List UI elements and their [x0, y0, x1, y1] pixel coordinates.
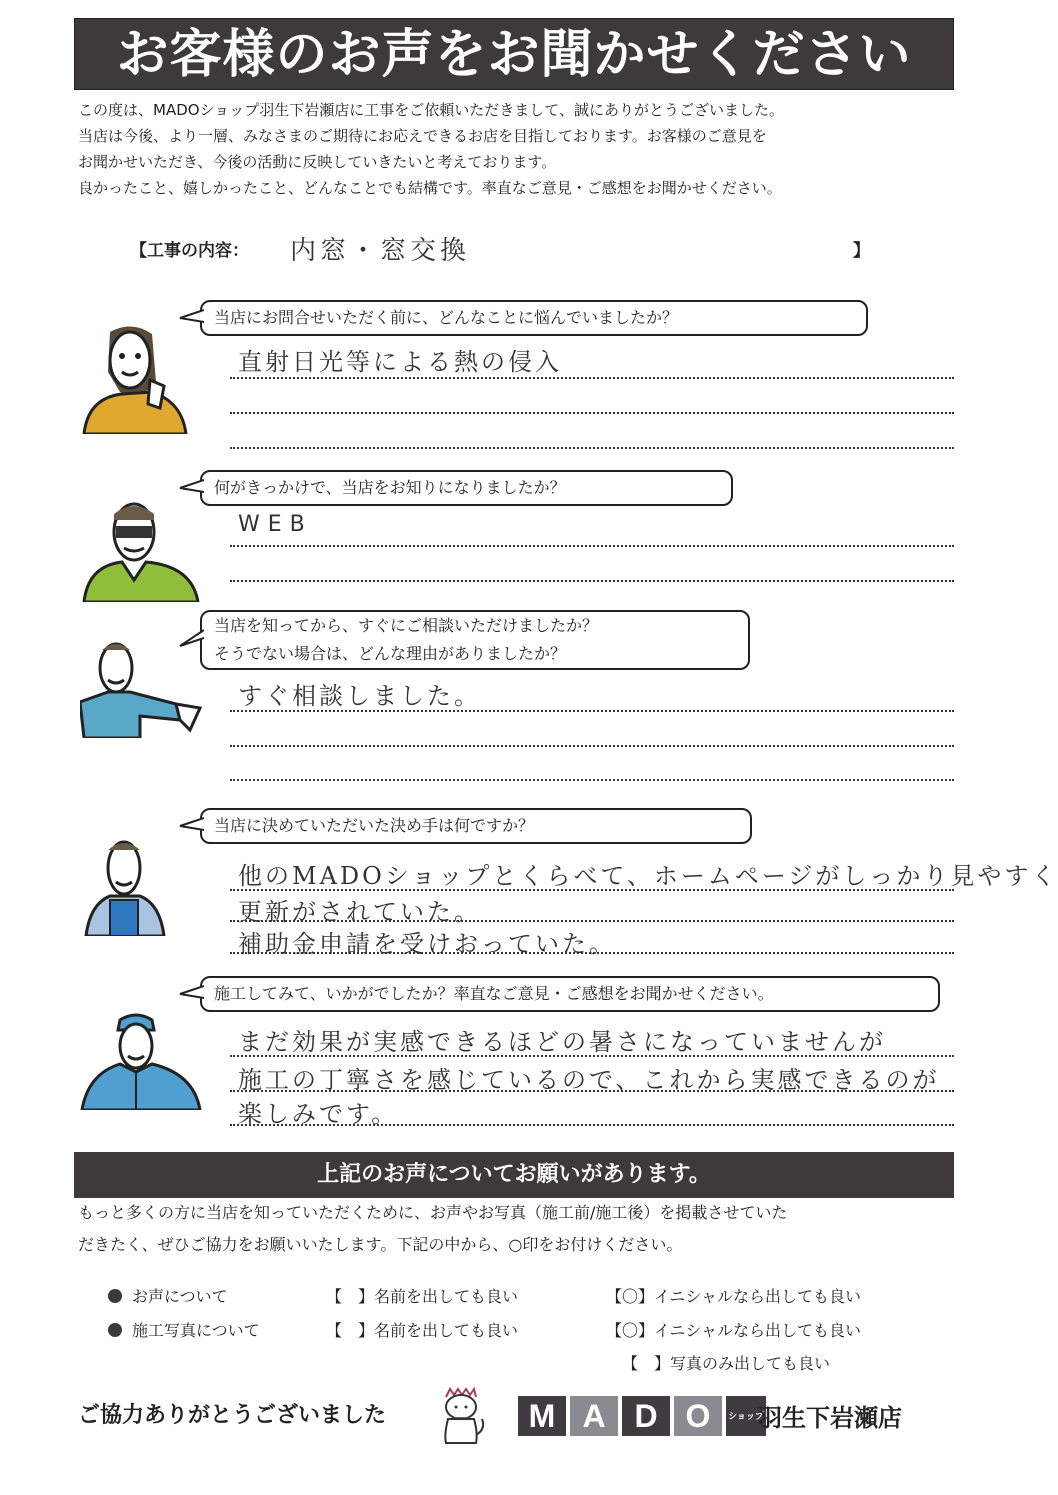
page-title: お客様のお声をお聞かせください [74, 18, 954, 90]
question-text: 施工してみて、いかがでしたか？率直なご意見・ご感想をお聞かせください。 [214, 984, 774, 1003]
logo-tile: D [622, 1396, 670, 1436]
answer-line [230, 580, 954, 582]
work-content-close: 】 [853, 241, 870, 261]
option-photo-only[interactable]: 【 】写真のみ出しても良い [622, 1354, 831, 1373]
answer-line [230, 952, 954, 954]
checkbox-bracket-checked[interactable]: 【〇】 [606, 1321, 655, 1340]
answer-text[interactable]: 楽しみです。 [238, 1100, 399, 1128]
request-line: だきたく、ぜひご協力をお願いいたします。下記の中から、○印をお付けください。 [78, 1235, 683, 1254]
man-glasses-illustration-icon [82, 500, 200, 602]
answer-line [230, 745, 954, 747]
man-pointing-illustration-icon [80, 640, 210, 738]
question-bubble-1 [200, 300, 868, 336]
logo-tile: O [674, 1396, 722, 1436]
question-text: 何がきっかけで、当店をお知りになりましたか？ [214, 478, 566, 497]
logo-tile: M [518, 1396, 566, 1436]
answer-line [230, 779, 954, 781]
answer-text[interactable]: 補助金申請を受けおっていた。 [238, 930, 616, 958]
answer-text[interactable]: すぐ相談しました。 [238, 682, 481, 710]
option-photo-name[interactable]: 【 】名前を出しても良い [326, 1321, 519, 1340]
answer-text[interactable]: 直射日光等による熱の侵入 [238, 348, 562, 376]
answer-line [230, 1124, 954, 1126]
answer-text[interactable]: 更新がされていた。 [238, 898, 481, 926]
intro-line: お聞かせいただき、今後の活動に反映していきたいと考えております。 [78, 153, 557, 171]
speech-tail-icon [178, 816, 204, 836]
work-content-label: 【工事の内容： [130, 241, 249, 261]
question-text: 当店を知ってから、すぐにご相談いただけましたか？ [214, 616, 599, 635]
question-bubble-4 [200, 808, 752, 844]
answer-text[interactable]: 施工の丁寧さを感じているので、これから実感できるのが [238, 1066, 940, 1094]
store-name: 羽生下岩瀬店 [758, 1404, 902, 1432]
question-bubble-5 [200, 976, 940, 1012]
answer-line [230, 889, 954, 891]
cat-mascot-icon [436, 1385, 490, 1447]
option-voice-initial[interactable]: 【〇】イニシャルなら出しても良い [606, 1287, 862, 1306]
man-apron-illustration-icon [84, 838, 200, 936]
answer-text[interactable]: WEB [238, 512, 313, 537]
work-content-value[interactable]: 内窓・窓交換 [290, 236, 471, 266]
option-photo-initial[interactable]: 【〇】イニシャルなら出しても良い [606, 1321, 862, 1340]
answer-line [230, 377, 954, 379]
question-text: 当店に決めていただいた決め手は何ですか？ [214, 816, 535, 835]
question-bubble-3 [200, 610, 750, 670]
bullet-icon [108, 1289, 122, 1303]
answer-line [230, 710, 954, 712]
intro-line: この度は、MADOショップ羽生下岩瀬店に工事をご依頼いただきまして、誠にありがとうございました。 [78, 101, 784, 119]
work-content-field [130, 232, 870, 264]
logo-suffix: ショップ [726, 1396, 766, 1436]
answer-line [230, 447, 954, 449]
option-voice-name[interactable]: 【 】名前を出しても良い [326, 1287, 519, 1306]
request-text [78, 1197, 787, 1261]
checkbox-bracket[interactable]: 【 】 [622, 1354, 671, 1373]
logo-tile: A [570, 1396, 618, 1436]
answer-text[interactable]: まだ効果が実感できるほどの暑さになっていませんが [238, 1028, 886, 1056]
answer-line [230, 545, 954, 547]
speech-tail-icon [178, 984, 204, 1004]
answer-text[interactable]: 他のMADOショップとくらべて、ホームページがしっかり見やすく [238, 862, 1058, 890]
speech-tail-icon [178, 478, 204, 498]
woman-illustration-icon [82, 322, 188, 434]
answer-line [230, 1090, 954, 1092]
thanks-text: ご協力ありがとうございました [78, 1403, 387, 1428]
option-label-voice: お声について [108, 1284, 228, 1307]
intro-line: 当店は今後、より一層、みなさまのご期待にお応えできるお店を目指しております。お客様のご意見を [78, 127, 767, 145]
request-title: 上記のお声についてお願いがあります。 [74, 1152, 954, 1198]
answer-line [230, 920, 954, 922]
intro-line: 良かったこと、嬉しかったこと、どんなことでも結構です。率直なご意見・ご感想をお聞かせください。 [78, 179, 782, 197]
answer-line [230, 412, 954, 414]
question-bubble-2 [200, 470, 733, 506]
option-label-photo: 施工写真について [108, 1318, 260, 1341]
question-text: そうでない場合は、どんな理由がありましたか？ [214, 644, 567, 663]
checkbox-bracket[interactable]: 【 】 [326, 1321, 375, 1340]
question-text: 当店にお問合せいただく前に、どんなことに悩んでいましたか？ [214, 308, 679, 327]
mado-logo [518, 1396, 766, 1436]
checkbox-bracket-checked[interactable]: 【〇】 [606, 1287, 655, 1306]
worker-cap-illustration-icon [80, 1012, 204, 1110]
request-line: もっと多くの方に当店を知っていただくために、お声やお写真（施工前/施工後）を掲載させていた [78, 1203, 788, 1222]
answer-line [230, 1055, 954, 1057]
bullet-icon [108, 1323, 122, 1337]
checkbox-bracket[interactable]: 【 】 [326, 1287, 375, 1306]
intro-text [78, 97, 784, 201]
